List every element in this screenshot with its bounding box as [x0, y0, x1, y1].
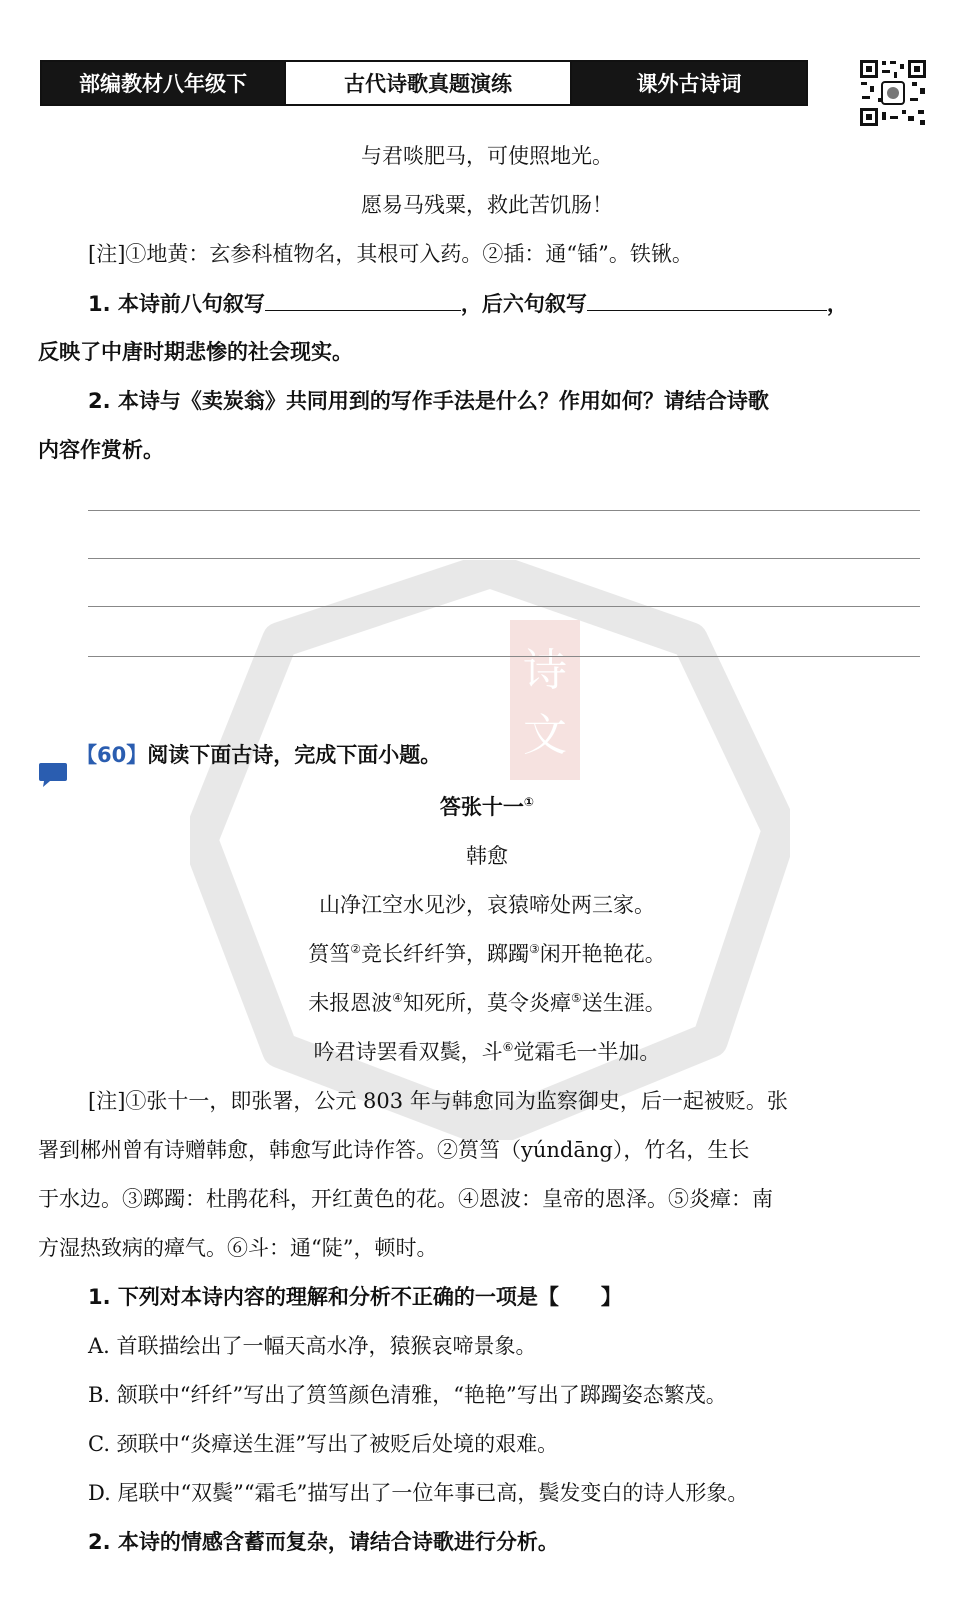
note-mark: ④	[392, 991, 403, 1005]
question-2-2: 2. 本诗的情感含蓄而复杂，请结合诗歌进行分析。	[88, 1530, 559, 1554]
option-c[interactable]: C. 颈联中“炎瘴送生涯”写出了被贬后处境的艰难。	[88, 1432, 559, 1456]
question-2-1: 1. 下列对本诗内容的理解和分析不正确的一项是【 】	[88, 1285, 622, 1309]
answer-line[interactable]	[88, 656, 920, 657]
poem-note-line: [注]①张十一，即张署，公元 803 年与韩愈同为监察御史，后一起被贬。张	[88, 1089, 788, 1113]
header-grade: 部编教材八年级下	[42, 62, 284, 104]
header-bar	[40, 60, 808, 106]
question-1-2-continued: 内容作赏析。	[38, 438, 164, 462]
question-1-1-middle: ，后六句叙写	[460, 292, 587, 316]
watermark-seal-char-1: 诗	[523, 645, 567, 696]
option-a[interactable]: A. 首联描绘出了一幅天高水净，猿猴哀啼景象。	[88, 1334, 537, 1358]
poem-note-line: 方湿热致病的瘴气。⑥斗：通“陡”，顿时。	[38, 1236, 438, 1260]
answer-line[interactable]	[88, 558, 920, 559]
question-1-2: 2. 本诗与《卖炭翁》共同用到的写作手法是什么？作用如何？请结合诗歌	[88, 389, 769, 413]
note-mark: ⑥	[502, 1040, 514, 1054]
poem-author: 韩愈	[466, 844, 508, 868]
poem-line-text: 山净江空水见沙，哀猿啼处两三家。	[319, 893, 655, 917]
poem-line-text: 闲开艳艳花。	[539, 942, 666, 966]
answer-line[interactable]	[88, 606, 920, 607]
poem1-line: 与君啖肥马，可使照地光。	[361, 144, 613, 168]
qr-code-icon	[858, 58, 928, 128]
poem-line	[0, 944, 974, 965]
question-1-1	[88, 292, 848, 315]
poem-line-text: 筼筜	[308, 942, 351, 966]
section-number: 【60】	[76, 743, 148, 767]
header-category: 课外古诗词	[572, 62, 806, 104]
poem-line-text: 觉霜毛一半加。	[513, 1040, 661, 1064]
question-1-1-prefix: 1. 本诗前八句叙写	[88, 292, 265, 316]
poem-note-line: 署到郴州曾有诗赠韩愈，韩愈写此诗作答。②筼筜（yúndāng），竹名，生长	[38, 1138, 750, 1162]
poem-line	[0, 1042, 974, 1063]
answer-line[interactable]	[88, 510, 920, 511]
note-mark: ⑤	[571, 991, 582, 1005]
poem1-line: 愿易马残粟，救此苦饥肠！	[361, 193, 613, 217]
answer-blank-1[interactable]	[265, 292, 461, 311]
poem-line-text: 未报恩波	[308, 991, 393, 1015]
section-instruction: 阅读下面古诗，完成下面小题。	[147, 743, 442, 767]
question-1-1-continued: 反映了中唐时期悲惨的社会现实。	[38, 340, 353, 364]
header-title: 古代诗歌真题演练	[284, 62, 572, 104]
option-b[interactable]: B. 颔联中“纤纤”写出了筼筜颜色清雅，“艳艳”写出了踯躅姿态繁茂。	[88, 1383, 727, 1407]
watermark-seal-char-2: 文	[523, 710, 567, 761]
note-mark: ③	[529, 942, 540, 956]
note-mark: ②	[350, 942, 361, 956]
poem-line-text: 送生涯。	[581, 991, 666, 1015]
poem1-note: [注]①地黄：玄参科植物名，其根可入药。②插：通“锸”。铁锹。	[88, 242, 693, 266]
poem-line	[0, 993, 974, 1014]
speech-bubble-icon	[38, 762, 68, 788]
poem-title	[0, 797, 974, 818]
section-60-heading	[76, 745, 441, 766]
poem-title-note-mark: ①	[523, 795, 535, 809]
poem-line-text: 吟君诗罢看双鬓，斗	[313, 1040, 503, 1064]
poem-line	[0, 895, 974, 916]
poem-title-text: 答张十一	[439, 795, 524, 819]
poem-line-text: 竞长纤纤笋，踯躅	[361, 942, 529, 966]
question-1-1-suffix: ，	[826, 292, 848, 316]
option-d[interactable]: D. 尾联中“双鬓”“霜毛”描写出了一位年事已高，鬓发变白的诗人形象。	[88, 1481, 749, 1505]
poem-note-line: 于水边。③踯躅：杜鹃花科，开红黄色的花。④恩波：皇帝的恩泽。⑤炎瘴：南	[38, 1187, 773, 1211]
poem-line-text: 知死所，莫令炎瘴	[403, 991, 571, 1015]
answer-blank-2[interactable]	[587, 292, 827, 311]
